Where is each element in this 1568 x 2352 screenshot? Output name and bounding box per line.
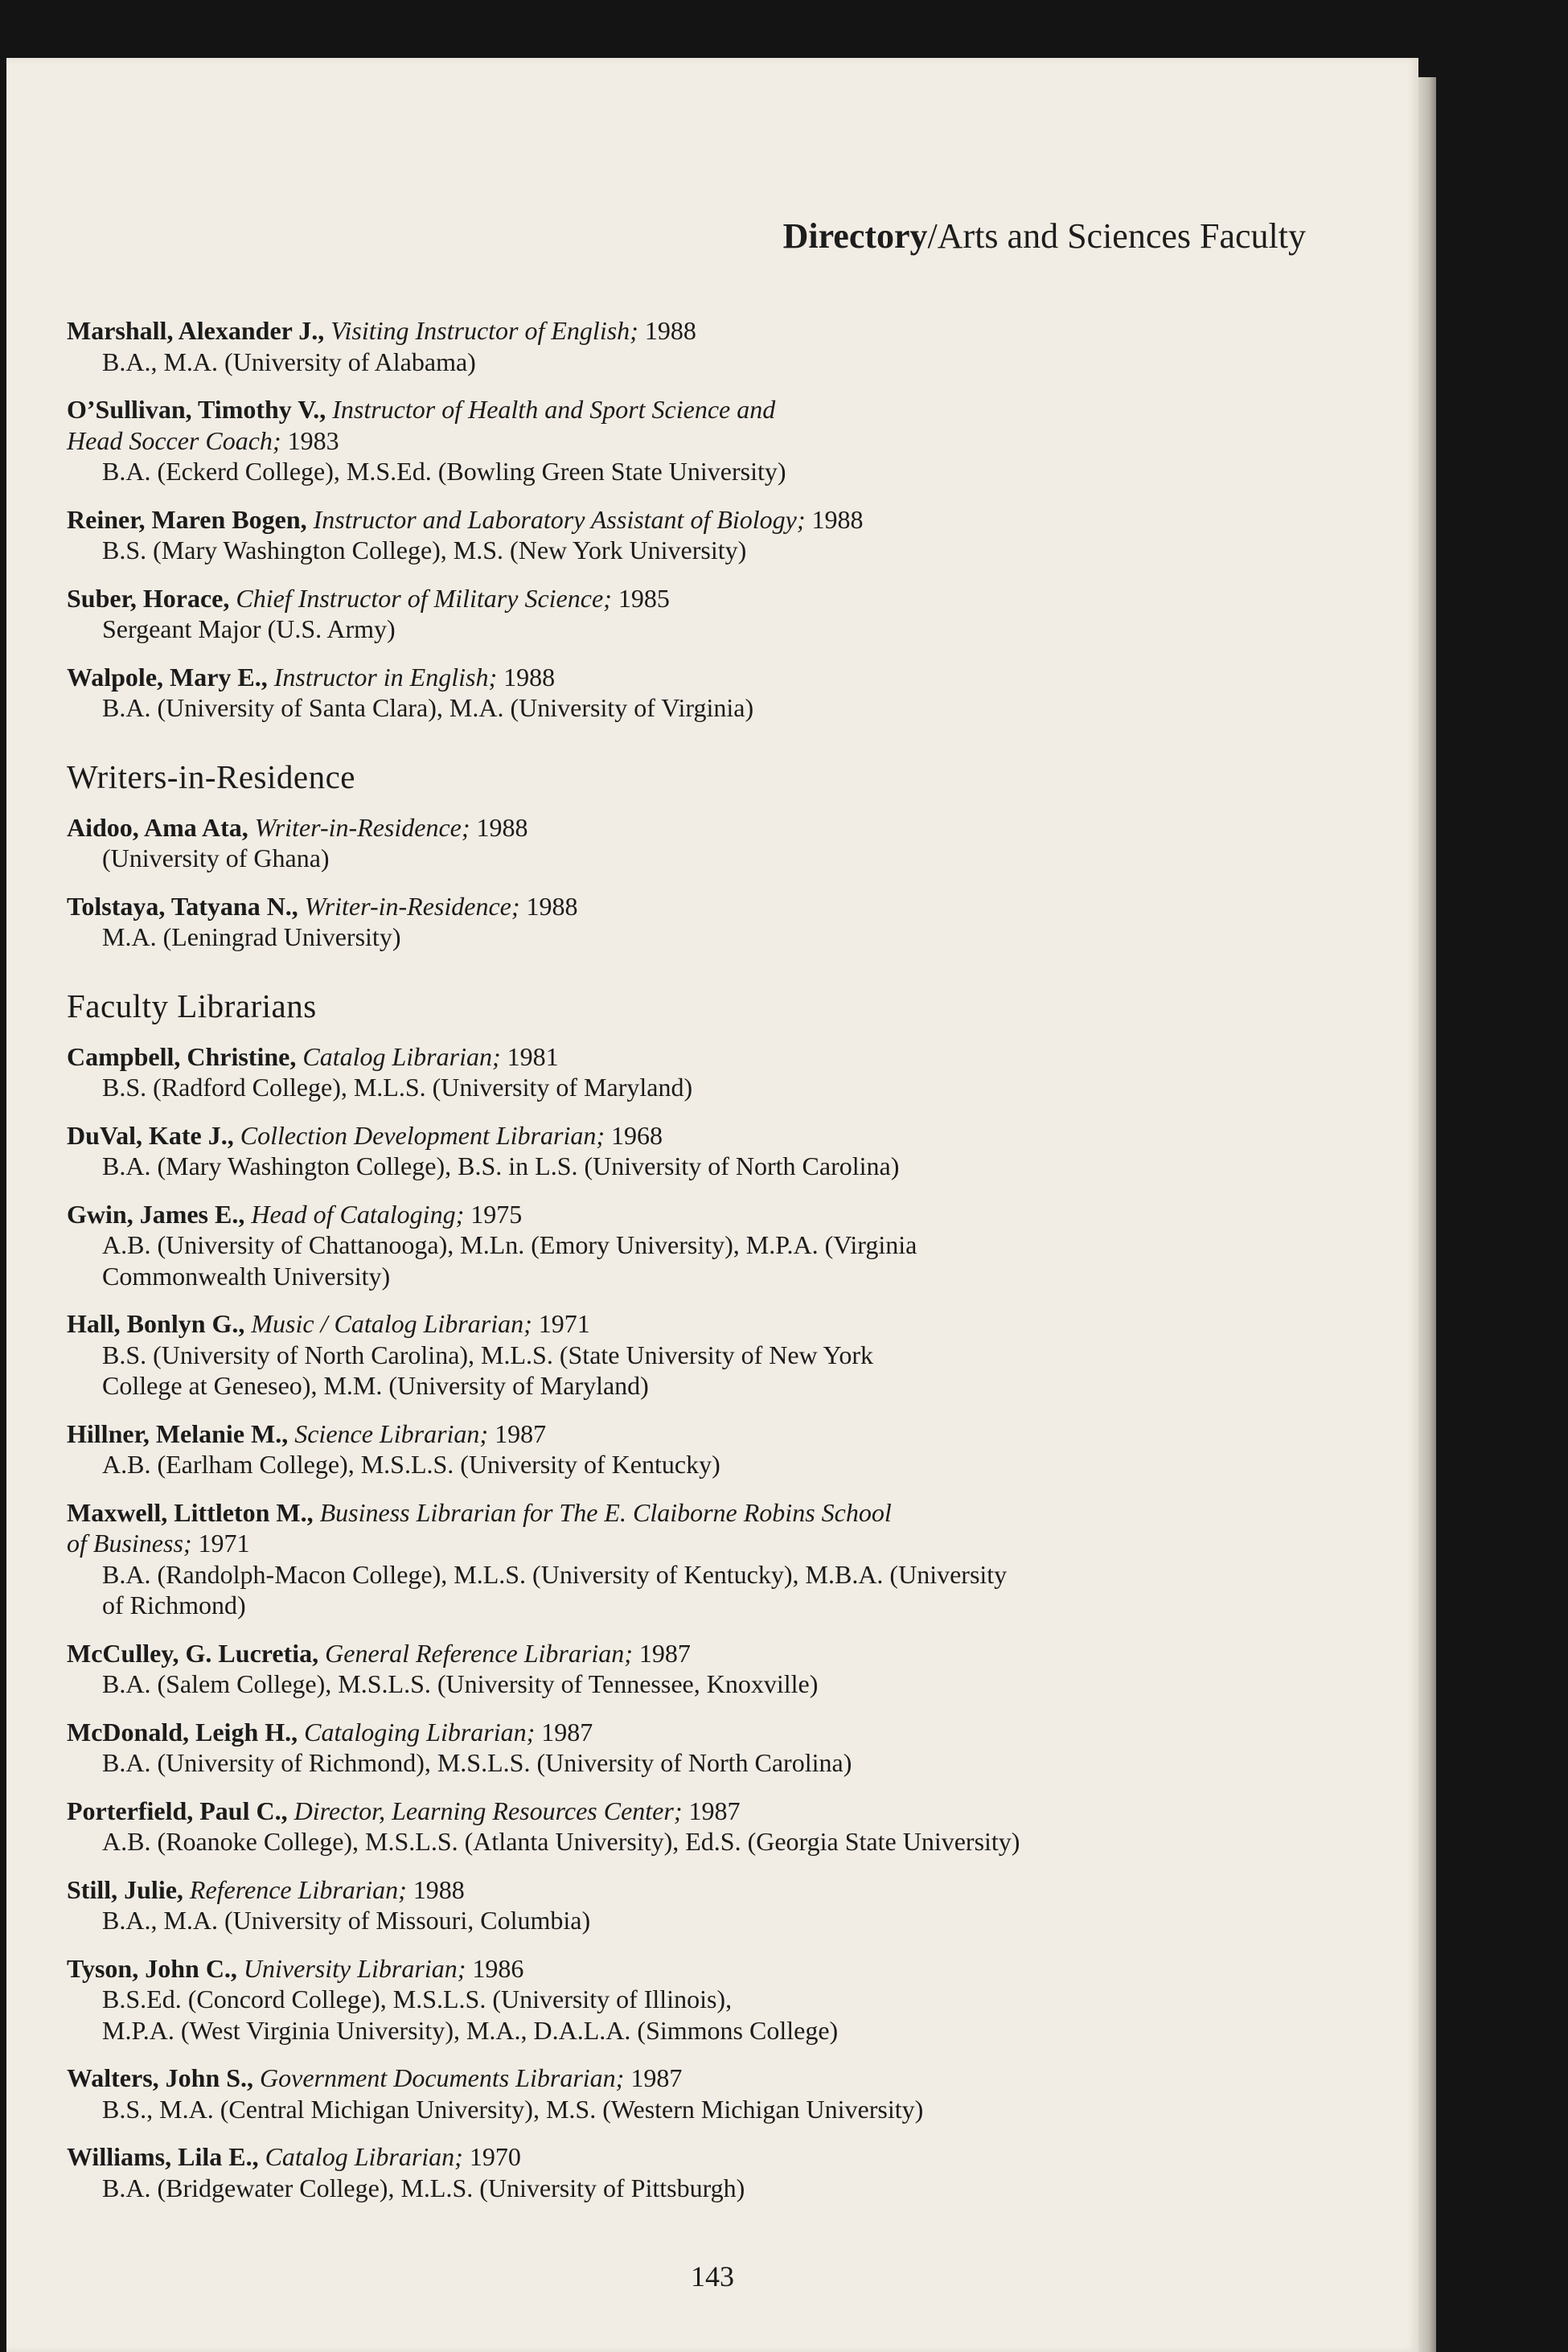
faculty-entry (67, 891, 1209, 953)
faculty-degrees: B.S.Ed. (Concord College), M.S.L.S. (University of Illinois), (102, 1985, 733, 2013)
faculty-name: Reiner, Maren Bogen, (67, 504, 307, 534)
entry-lead-line (67, 1041, 1209, 1073)
entry-lead-line (67, 1199, 1209, 1230)
faculty-year: 1988 (413, 1874, 465, 1904)
faculty-year: 1971 (198, 1529, 250, 1558)
entry-lead-line (67, 2063, 1209, 2094)
faculty-degrees: M.A. (Leningrad University) (102, 922, 401, 951)
faculty-name: Hall, Bonlyn G., (67, 1309, 245, 1338)
faculty-year: 1988 (476, 812, 528, 842)
faculty-name: Porterfield, Paul C., (67, 1796, 288, 1825)
faculty-degrees: B.S. (Radford College), M.L.S. (University of Maryland) (102, 1073, 693, 1102)
faculty-name: Marshall, Alexander J., (67, 316, 325, 345)
entry-lead-line (67, 1953, 1209, 1985)
faculty-year: 1985 (618, 583, 670, 613)
faculty-title: Collection Development Librarian; (240, 1120, 605, 1150)
faculty-title: Head of Cataloging; (251, 1199, 465, 1229)
faculty-degrees: B.A. (Randolph-Macon College), M.L.S. (University of Kentucky), M.B.A. (University (102, 1559, 1008, 1589)
section-heading: Writers-in-Residence (67, 757, 355, 795)
faculty-title: General Reference Librarian; (325, 1638, 633, 1668)
faculty-entry (67, 1120, 1209, 1182)
faculty-name: Tolstaya, Tatyana N., (67, 891, 298, 921)
page-number: 143 (691, 2260, 734, 2292)
faculty-year: 1987 (541, 1717, 593, 1747)
entry-lead-line (67, 504, 1209, 536)
faculty-year: 1970 (469, 2142, 521, 2171)
entry-title-continued (67, 1528, 1209, 1559)
faculty-entry (67, 1308, 1209, 1402)
faculty-title: Instructor in English; (273, 662, 498, 692)
entry-lead-line (67, 1717, 1209, 1748)
faculty-year: 1987 (495, 1418, 547, 1448)
faculty-year: 1987 (630, 2063, 683, 2092)
faculty-year: 1975 (470, 1199, 523, 1229)
faculty-degrees: of Richmond) (102, 1591, 246, 1619)
faculty-name: Gwin, James E., (67, 1199, 245, 1229)
faculty-name: McDonald, Leigh H., (67, 1717, 298, 1747)
faculty-degrees: College at Geneseo), M.M. (University of Maryland) (102, 1371, 649, 1400)
faculty-year: 1987 (638, 1638, 691, 1668)
faculty-degrees: B.A., M.A. (University of Missouri, Columbia) (102, 1906, 591, 1935)
entry-lead-line (67, 583, 1209, 614)
faculty-degrees: A.B. (Earlham College), M.S.L.S. (University of Kentucky) (102, 1450, 720, 1479)
faculty-entry (67, 315, 1209, 377)
page-edge (1418, 77, 1436, 2352)
entry-lead-line (67, 1874, 1209, 1906)
faculty-year: 1988 (526, 891, 578, 921)
faculty-year: 1988 (644, 316, 696, 345)
faculty-name: DuVal, Kate J., (67, 1120, 234, 1150)
faculty-name: Walters, John S., (67, 2063, 254, 2092)
faculty-name: O’Sullivan, Timothy V., (67, 395, 326, 424)
faculty-entry (67, 1796, 1209, 1857)
faculty-title-cont: Head Soccer Coach; (67, 425, 281, 455)
faculty-degrees: B.S., M.A. (Central Michigan University), M.S. (Western Michigan University) (102, 2094, 924, 2124)
entry-title-continued (67, 425, 1209, 457)
entry-lead-line (67, 315, 1209, 347)
faculty-name: Suber, Horace, (67, 583, 230, 613)
faculty-degrees: B.A. (University of Santa Clara), M.A. (University of Virginia) (102, 693, 754, 722)
faculty-name: Still, Julie, (67, 1874, 183, 1904)
entry-lead-line (67, 1638, 1209, 1669)
faculty-year: 1968 (610, 1120, 663, 1150)
faculty-title: Catalog Librarian; (302, 1041, 501, 1071)
faculty-entry (67, 2063, 1209, 2124)
faculty-degrees: B.S. (University of North Carolina), M.L.S. (State University of New York (102, 1340, 874, 1369)
entry-lead-line (67, 1418, 1209, 1450)
faculty-entry (67, 812, 1209, 874)
faculty-entry (67, 1041, 1209, 1103)
entry-lead-line (67, 662, 1209, 693)
faculty-title: Director, Learning Resources Center; (293, 1796, 683, 1825)
faculty-title: Chief Instructor of Military Science; (236, 583, 612, 613)
faculty-year: 1981 (507, 1041, 559, 1071)
faculty-entry (67, 504, 1209, 566)
entry-lead-line (67, 1497, 1209, 1529)
faculty-title: University Librarian; (243, 1953, 466, 1983)
faculty-title: Science Librarian; (294, 1418, 489, 1448)
faculty-entry (67, 2141, 1209, 2203)
entry-lead-line (67, 2141, 1209, 2173)
faculty-title: Visiting Instructor of English; (330, 316, 638, 345)
faculty-name: Campbell, Christine, (67, 1041, 297, 1071)
entry-lead-line (67, 394, 1209, 425)
faculty-title: Instructor of Health and Sport Science and (332, 395, 776, 424)
faculty-entry (67, 1418, 1209, 1480)
faculty-year: 1988 (811, 504, 864, 534)
directory-content (67, 315, 1209, 2220)
running-head (783, 215, 1306, 257)
faculty-entry (67, 1953, 1209, 2046)
faculty-degrees: B.A. (Bridgewater College), M.L.S. (University of Pittsburgh) (102, 2173, 745, 2202)
entry-lead-line (67, 1308, 1209, 1340)
faculty-title-cont: of Business; (67, 1529, 192, 1558)
faculty-name: Williams, Lila E., (67, 2142, 259, 2171)
faculty-degrees: B.A. (Salem College), M.S.L.S. (University of Tennessee, Knoxville) (102, 1669, 819, 1698)
faculty-degrees: A.B. (University of Chattanooga), M.Ln. (Emory University), M.P.A. (Virginia (102, 1230, 917, 1259)
faculty-degrees: A.B. (Roanoke College), M.S.L.S. (Atlanta University), Ed.S. (Georgia State University) (102, 1827, 1020, 1856)
faculty-degrees: B.A., M.A. (University of Alabama) (102, 347, 476, 376)
faculty-title: Writer-in-Residence; (304, 891, 520, 921)
faculty-title: Government Documents Librarian; (260, 2063, 625, 2092)
entry-lead-line (67, 812, 1209, 844)
faculty-title: Catalog Librarian; (265, 2142, 463, 2171)
running-head-bold: Directory (782, 216, 928, 256)
faculty-title: Instructor and Laboratory Assistant of Biology; (313, 504, 806, 534)
faculty-entry (67, 583, 1209, 645)
entry-lead-line (67, 891, 1209, 922)
faculty-name: McCulley, G. Lucretia, (67, 1638, 319, 1668)
faculty-degrees: Commonwealth University) (102, 1261, 391, 1291)
running-head-rest: /Arts and Sciences Faculty (927, 216, 1306, 256)
faculty-degrees: B.A. (Mary Washington College), B.S. in L.S. (University of North Carolina) (102, 1151, 900, 1180)
faculty-name: Tyson, John C., (67, 1953, 237, 1983)
faculty-entry (67, 1497, 1209, 1621)
faculty-year: 1987 (688, 1796, 741, 1825)
section-heading: Faculty Librarians (67, 987, 317, 1024)
faculty-entry (67, 1874, 1209, 1936)
faculty-entry (67, 1199, 1209, 1292)
document-page (6, 58, 1418, 2352)
faculty-degrees: M.P.A. (West Virginia University), M.A., D.A.L.A. (Simmons College) (102, 2015, 839, 2045)
entry-lead-line (67, 1120, 1209, 1151)
faculty-name: Walpole, Mary E., (67, 662, 268, 692)
faculty-degrees: Sergeant Major (U.S. Army) (102, 614, 396, 643)
faculty-name: Maxwell, Littleton M., (67, 1497, 314, 1527)
faculty-title: Business Librarian for The E. Claiborne Robins School (319, 1497, 892, 1527)
faculty-year: 1983 (287, 425, 339, 455)
faculty-degrees: B.S. (Mary Washington College), M.S. (New York University) (102, 536, 747, 564)
faculty-name: Hillner, Melanie M., (67, 1418, 289, 1448)
faculty-degrees: B.A. (Eckerd College), M.S.Ed. (Bowling Green State University) (102, 457, 786, 486)
faculty-degrees: (University of Ghana) (102, 844, 330, 872)
faculty-entry (67, 662, 1209, 724)
faculty-year: 1971 (538, 1309, 590, 1338)
faculty-entry (67, 1717, 1209, 1779)
faculty-title: Cataloging Librarian; (304, 1717, 536, 1747)
faculty-entry (67, 394, 1209, 487)
faculty-title: Music / Catalog Librarian; (251, 1309, 532, 1338)
faculty-name: Aidoo, Ama Ata, (67, 812, 248, 842)
faculty-title: Reference Librarian; (189, 1874, 407, 1904)
faculty-degrees: B.A. (University of Richmond), M.S.L.S. (University of North Carolina) (102, 1748, 852, 1777)
faculty-title: Writer-in-Residence; (254, 812, 470, 842)
faculty-year: 1986 (472, 1953, 524, 1983)
faculty-year: 1988 (503, 662, 556, 692)
faculty-entry (67, 1638, 1209, 1700)
entry-lead-line (67, 1796, 1209, 1827)
